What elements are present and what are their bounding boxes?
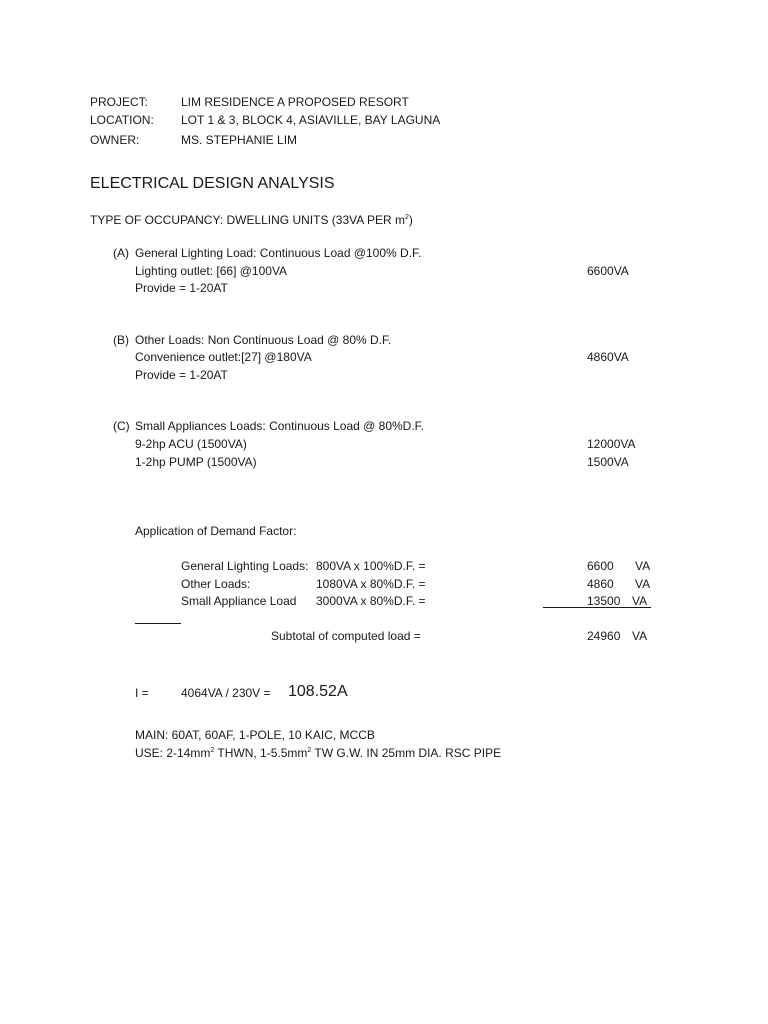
demand-calc: 3000VA x 80%D.F. = xyxy=(316,594,426,608)
subtotal-unit: VA xyxy=(632,629,648,643)
owner-value: MS. STEPHANIE LIM xyxy=(181,133,298,147)
demand-value: 6600 xyxy=(587,559,614,573)
section-title: General Lighting Load: Continuous Load @100% D.F. xyxy=(135,246,422,260)
current-result: 108.52A xyxy=(288,683,348,700)
occupancy-sup: 2 xyxy=(404,214,409,221)
line-text: Convenience outlet:[27] @180VA xyxy=(135,350,312,364)
use-text-1: USE: 2-14mm xyxy=(135,746,211,760)
demand-label: General Lighting Loads: xyxy=(181,559,309,573)
location-value: LOT 1 & 3, BLOCK 4, ASIAVILLE, BAY LAGUNA xyxy=(181,113,441,127)
line-value: 6600VA xyxy=(587,264,629,278)
short-rule xyxy=(135,623,181,624)
line-value: 12000VA xyxy=(587,437,636,451)
demand-value: 4860 xyxy=(587,577,614,591)
occupancy-text: TYPE OF OCCUPANCY: DWELLING UNITS (33VA PER m xyxy=(90,213,405,227)
sum-underline xyxy=(543,607,651,608)
demand-label: Small Appliance Load xyxy=(181,594,297,608)
demand-heading: Application of Demand Factor: xyxy=(135,524,297,538)
use-text-2: THWN, 1-5.5mm xyxy=(214,746,308,760)
current-calc: 4064VA / 230V = xyxy=(181,686,271,700)
use-text-3: TW G.W. IN 25mm DIA. RSC PIPE xyxy=(311,746,502,760)
current-label: I = xyxy=(135,686,149,700)
use-sup-2: 2 xyxy=(307,747,312,754)
section-marker: (A) xyxy=(113,246,129,260)
demand-unit: VA xyxy=(635,577,651,591)
subtotal-label: Subtotal of computed load = xyxy=(271,629,421,643)
line-text: 1-2hp PUMP (1500VA) xyxy=(135,455,257,469)
demand-label: Other Loads: xyxy=(181,577,251,591)
section-title: Other Loads: Non Continuous Load @ 80% D.F. xyxy=(135,333,392,347)
section-marker: (B) xyxy=(113,333,129,347)
demand-calc: 800VA x 100%D.F. = xyxy=(316,559,426,573)
page-title: ELECTRICAL DESIGN ANALYSIS xyxy=(90,175,335,192)
line-value: 1500VA xyxy=(587,455,629,469)
line-value: 4860VA xyxy=(587,350,629,364)
demand-value: 13500 xyxy=(587,594,621,608)
demand-unit: VA xyxy=(635,559,651,573)
project-label: PROJECT: xyxy=(90,95,149,109)
line-text: 9-2hp ACU (1500VA) xyxy=(135,437,247,451)
use-line xyxy=(135,745,501,761)
line-text: Lighting outlet: [66] @100VA xyxy=(135,264,288,278)
occupancy-line xyxy=(90,212,413,228)
section-title: Small Appliances Loads: Continuous Load @ 80%D.F. xyxy=(135,419,425,433)
location-label: LOCATION: xyxy=(90,113,154,127)
project-value: LIM RESIDENCE A PROPOSED RESORT xyxy=(181,95,409,109)
line-text: Provide = 1-20AT xyxy=(135,368,228,382)
main-line: MAIN: 60AT, 60AF, 1-POLE, 10 KAIC, MCCB xyxy=(135,728,375,742)
subtotal-value: 24960 xyxy=(587,629,621,643)
use-sup-1: 2 xyxy=(210,747,215,754)
demand-calc: 1080VA x 80%D.F. = xyxy=(316,577,426,591)
owner-label: OWNER: xyxy=(90,133,140,147)
occupancy-close: ) xyxy=(408,213,413,227)
line-text: Provide = 1-20AT xyxy=(135,281,228,295)
demand-unit: VA xyxy=(632,594,648,608)
section-marker: (C) xyxy=(113,419,130,433)
